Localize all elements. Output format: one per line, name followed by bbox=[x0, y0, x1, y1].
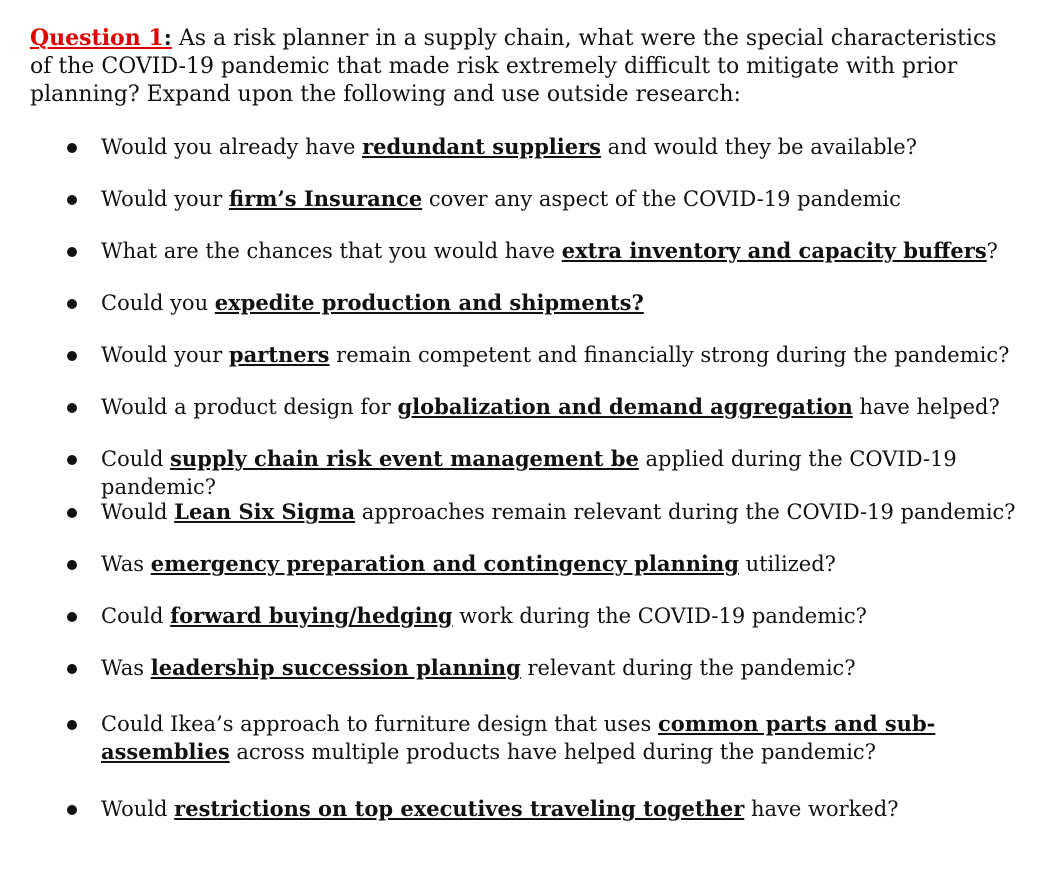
item-pre: Was bbox=[101, 656, 151, 680]
list-item-text bbox=[101, 445, 1031, 501]
item-keyword: emergency preparation and contingency planning bbox=[150, 551, 739, 576]
item-keyword: extra inventory and capacity buffers bbox=[561, 238, 987, 263]
item-post: applied during the COVID-19 pandemic? bbox=[101, 447, 957, 499]
item-keyword: forward buying/hedging bbox=[170, 603, 453, 628]
list-item-text bbox=[101, 550, 1031, 578]
item-keyword: leadership succession planning bbox=[150, 655, 521, 680]
bullet-icon bbox=[67, 143, 77, 153]
list-item-text bbox=[101, 602, 1031, 630]
bullet-icon bbox=[67, 247, 77, 257]
item-pre: Was bbox=[101, 552, 151, 576]
bullet-icon bbox=[67, 403, 77, 413]
bullet-icon bbox=[67, 560, 77, 570]
item-post: relevant during the pandemic? bbox=[520, 656, 856, 680]
item-pre: What are the chances that you would have bbox=[101, 239, 562, 263]
question-label bbox=[30, 25, 172, 51]
item-pre: Could Ikea’s approach to furniture design that uses bbox=[101, 712, 658, 736]
item-keyword: Lean Six Sigma bbox=[174, 499, 356, 524]
item-keyword: redundant suppliers bbox=[362, 134, 601, 159]
item-post: and would they be available? bbox=[600, 135, 917, 159]
list-item-text bbox=[101, 498, 1031, 526]
item-post: remain competent and financially strong during the pandemic? bbox=[329, 343, 1010, 367]
item-pre: Would your bbox=[101, 343, 229, 367]
list-item-text bbox=[101, 341, 1031, 369]
list-item-text bbox=[101, 289, 1031, 317]
item-keyword: common parts and sub-assemblies bbox=[101, 711, 936, 764]
list-item-text bbox=[101, 654, 1031, 682]
item-pre: Would bbox=[101, 797, 175, 821]
list-item-text bbox=[101, 393, 1031, 421]
bullet-icon bbox=[67, 351, 77, 361]
item-keyword: supply chain risk event management be bbox=[170, 446, 639, 471]
bullet-icon bbox=[67, 805, 77, 815]
bullet-icon bbox=[67, 195, 77, 205]
item-post: have helped? bbox=[852, 395, 1000, 419]
item-keyword: partners bbox=[228, 342, 330, 367]
list-item-text bbox=[101, 237, 1031, 265]
item-post: have worked? bbox=[744, 797, 899, 821]
question-paragraph bbox=[30, 24, 1020, 109]
item-keyword: restrictions on top executives traveling together bbox=[174, 796, 745, 821]
item-post: ? bbox=[986, 239, 998, 263]
item-post: across multiple products have helped during the pandemic? bbox=[229, 740, 876, 764]
item-pre: Could you bbox=[101, 291, 215, 315]
item-pre: Would you already have bbox=[101, 135, 363, 159]
item-post: utilized? bbox=[738, 552, 836, 576]
item-keyword: globalization and demand aggregation bbox=[397, 394, 853, 419]
item-post: approaches remain relevant during the COVID-19 pandemic? bbox=[355, 500, 1016, 524]
bullet-icon bbox=[67, 508, 77, 518]
bullet-icon bbox=[67, 612, 77, 622]
item-post: cover any aspect of the COVID-19 pandemic bbox=[422, 187, 901, 211]
item-post: work during the COVID-19 pandemic? bbox=[452, 604, 867, 628]
bullet-icon bbox=[67, 720, 77, 730]
question-text: As a risk planner in a supply chain, what were the special characteristics of the COVID-19 pandemic that made risk extremely difficult to mitigate with prior planning? Expand upon the following and use outside research: bbox=[30, 26, 997, 107]
item-pre: Could bbox=[101, 604, 171, 628]
item-pre: Would a product design for bbox=[101, 395, 398, 419]
bullet-icon bbox=[67, 299, 77, 309]
list-item-text bbox=[101, 133, 1031, 161]
item-pre: Could bbox=[101, 447, 171, 471]
item-pre: Would bbox=[101, 500, 175, 524]
list-item-text bbox=[101, 710, 1031, 766]
question-label-colon: : bbox=[163, 25, 172, 51]
bullet-icon bbox=[67, 664, 77, 674]
item-keyword: expedite production and shipments? bbox=[214, 290, 644, 315]
list-item-text bbox=[101, 185, 1031, 213]
item-pre: Would your bbox=[101, 187, 229, 211]
question-label-text: Question 1 bbox=[30, 25, 164, 51]
bullet-icon bbox=[67, 455, 77, 465]
item-keyword: firm’s Insurance bbox=[228, 186, 423, 211]
list-item-text bbox=[101, 795, 1031, 823]
